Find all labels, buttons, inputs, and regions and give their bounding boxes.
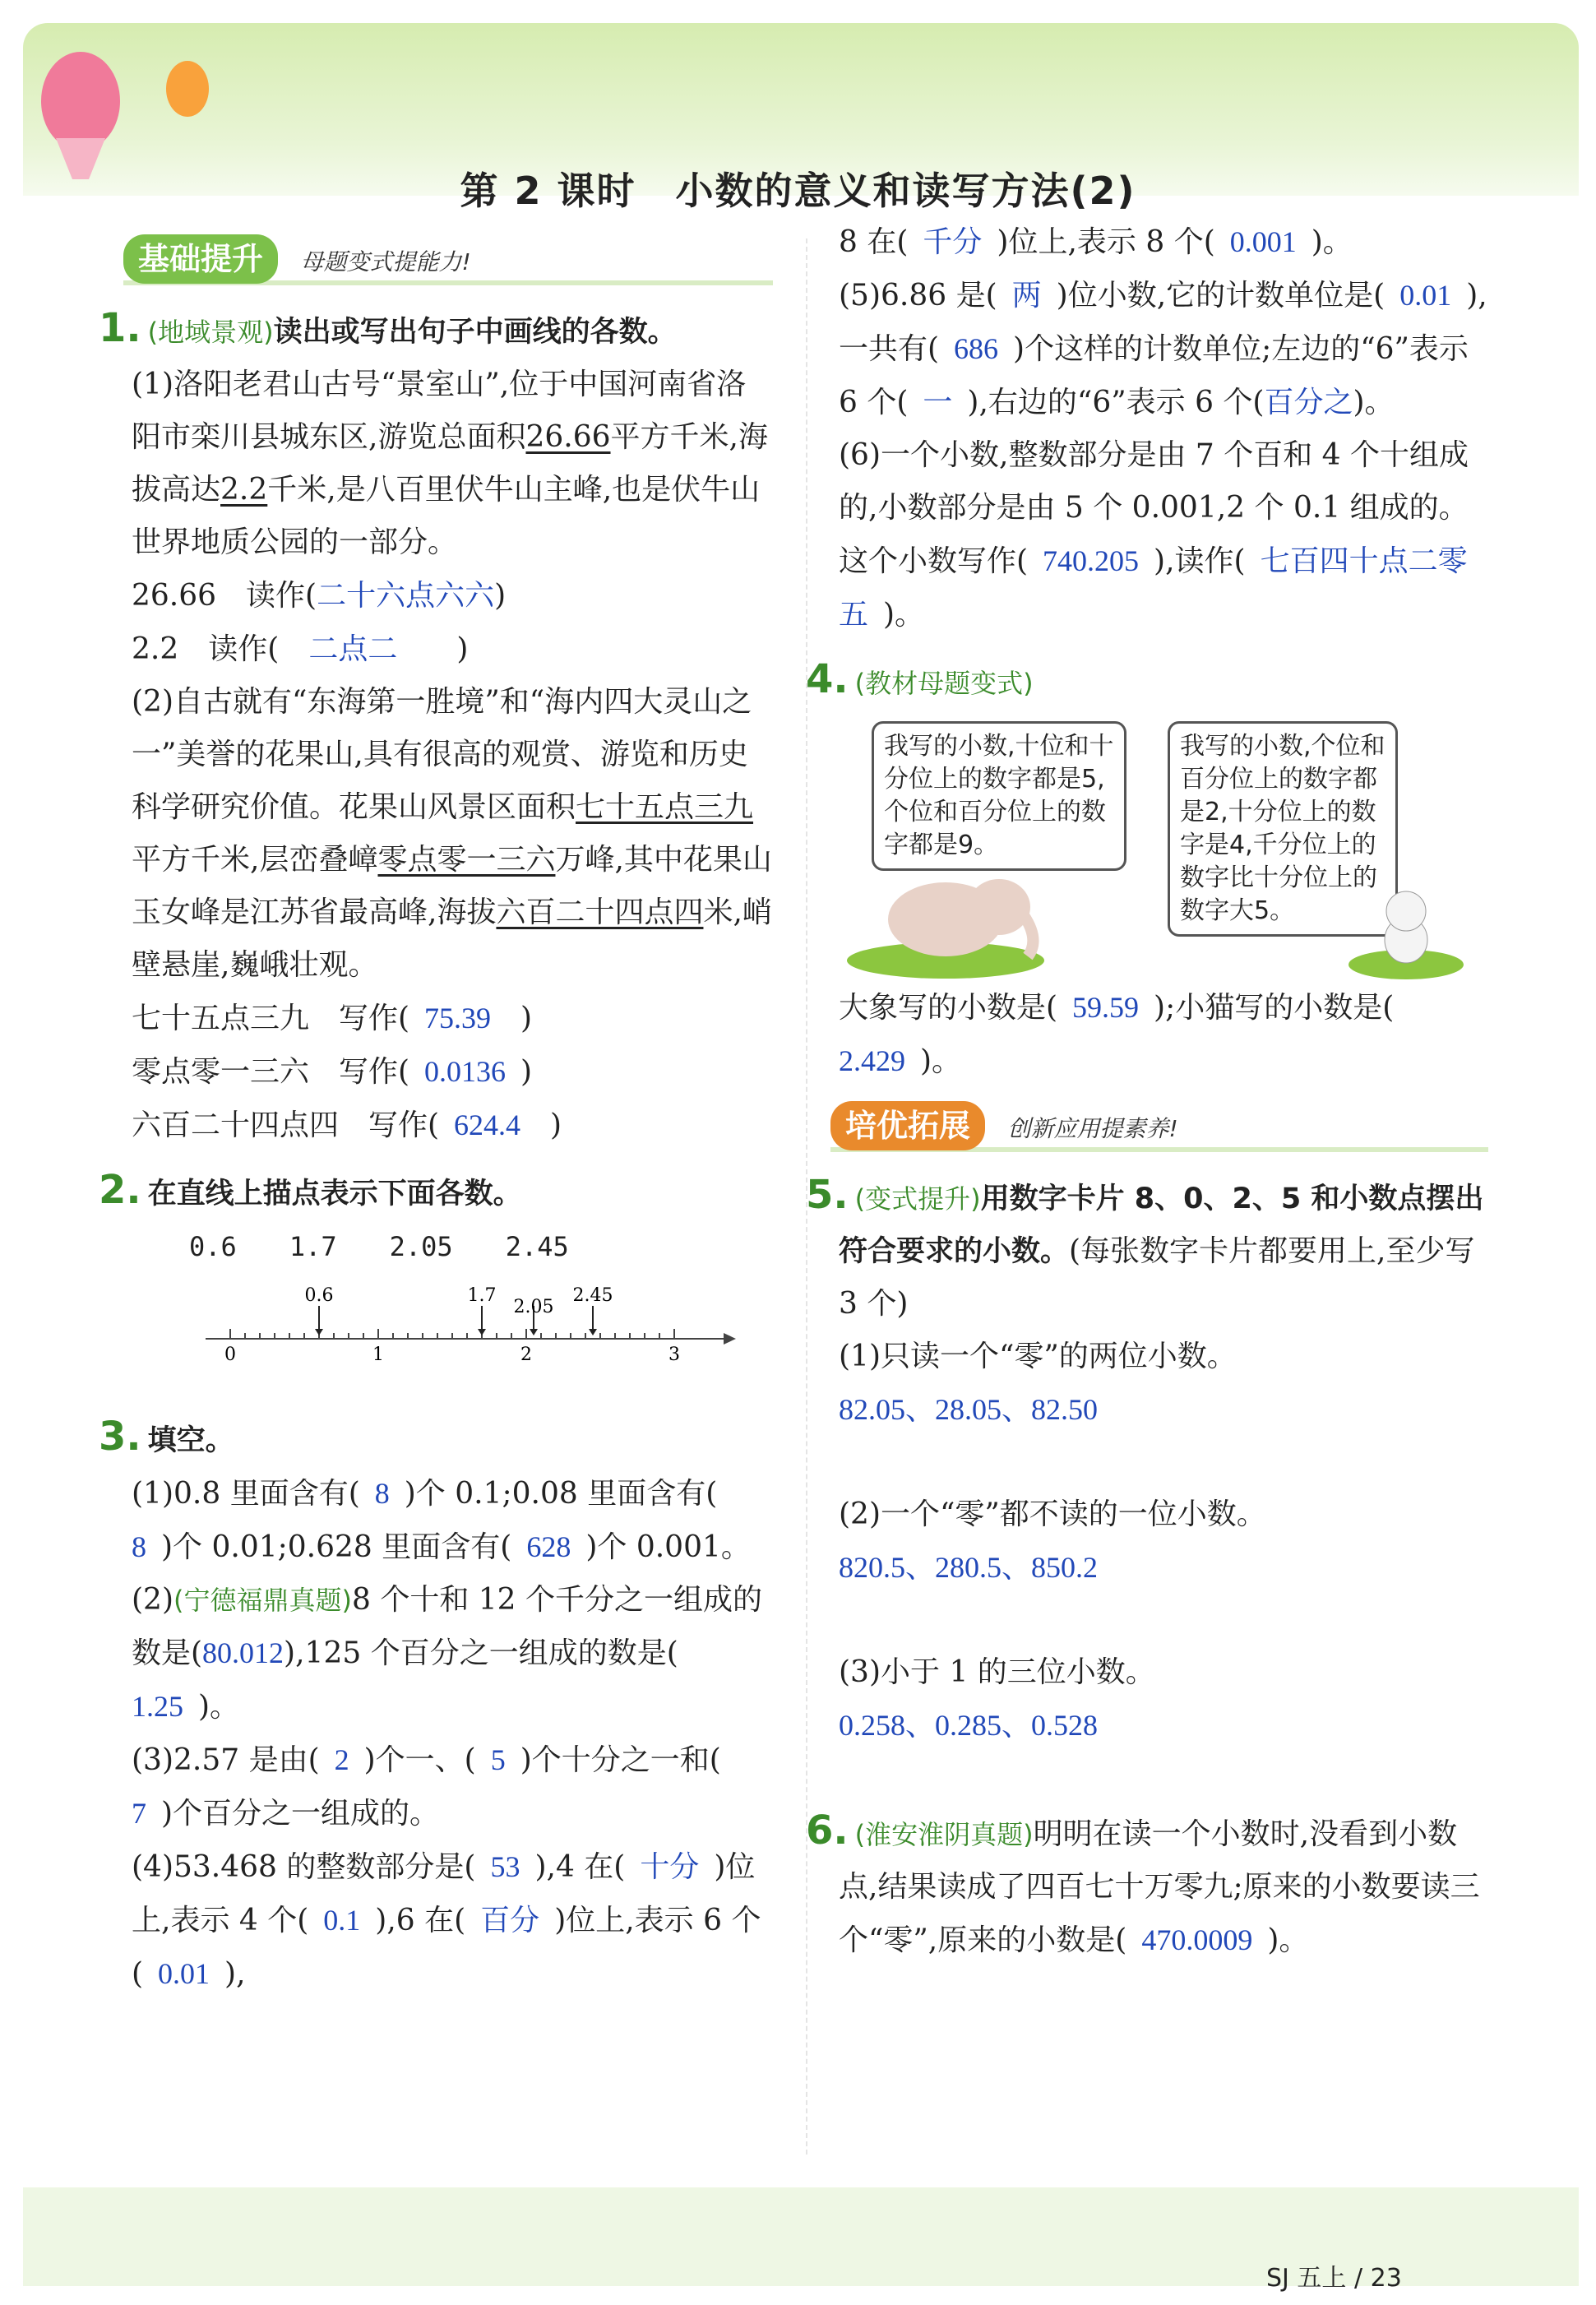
answer: 2 [334,1743,349,1776]
answer: 十分 [640,1850,700,1883]
q3-part-6: (6)一个小数,整数部分是由 7 个百和 4 个十组成的,小数部分是由 5 个 0.001,2 个 0.1 组成的。这个小数写作( 740.205 ),读作( 七百四十点二零五 )。 [839,438,1469,632]
answer: 0.01 [1399,279,1452,312]
arrow-icon [478,1329,486,1335]
tick-label: 1 [372,1345,384,1365]
q4-answer-line: 大象写的小数是( 59.59 );小猫写的小数是( 2.429 )。 [839,991,1395,1078]
question-4-header: 4. (教材母题变式) [806,656,1034,702]
point-label: 0.6 [304,1285,334,1306]
question-1-header [99,302,773,359]
answer: 628 [526,1530,571,1563]
answer: 二十六点六六 [317,579,495,612]
tick-label: 2 [520,1345,532,1365]
answer: 七百四十点二零五 [839,544,1468,631]
q3-part-2: (2)(宁德福鼎真题)8 个十和 12 个千分之一组成的数是(80.012),125 个百分之一组成的数是( 1.25 )。 [132,1583,763,1724]
answer: 二点二 [308,632,398,665]
q2-values: 0.6 1.7 2.05 2.45 [189,1231,569,1262]
answer: 75.39 [424,1002,492,1034]
question-6: 6. (淮安淮阴真题)明明在读一个小数时,没看到小数点,结果读成了四百七十万零九;原来的小数要读三个“零”,原来的小数是( 470.0009 )。 [806,1807,1480,1957]
answer: 1.25 [132,1690,183,1723]
right-column [806,215,1488,1967]
q3-part-1: (1)0.8 里面含有( 8 )个 0.1;0.08 里面含有( 8 )个 0.01;0.628 里面含有( 628 )个 0.001。 [132,1477,751,1564]
section-basic-tagline: 母题变式提能力! [300,248,471,275]
q3-part-3: (3)2.57 是由( 2 )个一、( 5 )个十分之一和( 7 )个百分之一组成的。 [132,1743,721,1831]
page-footer: SJ 五上 / 23 [1266,2264,1402,2293]
tick-label: 0 [224,1345,236,1365]
point-label: 2.05 [513,1297,554,1317]
question-source: (地域景观) [147,317,274,348]
q1-passage-1: (1)洛阳老君山古号“景室山”,位于中国河南省洛阳市栾川县城东区,游览总面积26.66平方千米,海拔高达2.2千米,是八百里伏牛山主峰,也是伏牛山世界地质公园的一部分。 [132,368,768,559]
q3-part-4-cont: 8 在( 千分 )位上,表示 8 个( 0.001 )。 [839,225,1353,259]
arrow-icon [724,1333,736,1345]
point-label: 1.7 [467,1285,497,1306]
section-advanced-label: 培优拓展 [830,1101,985,1150]
answer: 80.012 [202,1636,285,1669]
q4-illustration [839,710,1488,981]
answer: 5 [490,1743,506,1776]
number-line [197,1281,740,1380]
answer: 0.258、0.285、0.528 [839,1709,1099,1742]
answer: 2.429 [839,1044,905,1077]
question-2-header: 2. 在直线上描点表示下面各数。 [99,1167,522,1213]
answer: 8 [374,1477,390,1510]
answer: 0.0136 [424,1055,507,1088]
cat-speech-bubble: 我写的小数,个位和百分位上的数字都是2,十分位上的数字是4,千分位上的数字比十分位上的数字大5。 [1168,721,1398,937]
page-title: 第 2 课时 小数的意义和读写方法(2) [460,169,1136,213]
elephant-and-cat-illustration [839,849,1464,981]
section-basic-label: 基础提升 [123,234,278,284]
q1-write-3: 六百二十四点四 写作( 624.4 ) [132,1109,562,1142]
answer: 百分之 [1264,386,1353,419]
question-prompt: 读出或写出句子中画线的各数。 [273,316,677,349]
elephant-speech-bubble: 我写的小数,十位和十分位上的数字都是5,个位和百分位上的数字都是9。 [872,721,1126,871]
q3-part-5: (5)6.86 是( 两 )位小数,它的计数单位是( 0.01 ),一共有( 686 )个这样的计数单位;左边的“6”表示 6 个( 一 ),右边的“6”表示 6 个(百分之)。 [839,279,1487,419]
answer: 470.0009 [1141,1923,1253,1956]
answer: 624.4 [454,1109,521,1141]
tick-label: 3 [668,1345,680,1365]
answer: 0.001 [1229,225,1297,258]
answer: 8 [132,1530,146,1563]
answer: 百分 [480,1904,540,1937]
q1-write-2: 零点零一三六 写作( 0.0136 ) [132,1055,533,1089]
q1-write-1: 七十五点三九 写作( 75.39 ) [132,1002,533,1035]
q5-part-2: (2)一个“零”都不读的一位小数。 [839,1497,1266,1531]
q1-passage-2: (2)自古就有“东海第一胜境”和“海内四大灵山之一”美誉的花果山,具有很高的观赏、游览和历史科学研究价值。花果山风景区面积七十五点三九平方千米,层峦叠嶂零点零一三六万峰,其中花果山玉女峰是江苏省最高峰,海拔六百二十四点四米,峭壁悬崖,巍峨壮观。 [132,685,772,982]
q1-read-2: 2.2 读作( 二点二 ) [132,632,469,666]
answer: 7 [132,1797,146,1830]
answer: 686 [954,332,999,365]
section-advanced-tagline: 创新应用提素养! [1007,1115,1178,1142]
section-advanced [830,1101,1488,1159]
question-3-header: 3. 填空。 [99,1414,234,1460]
answer: 740.205 [1043,544,1140,577]
question-number: 1. [99,305,141,351]
question-5-header: 5. (变式提升)用数字卡片 8、0、2、5 和小数点摆出符合要求的小数。(每张数字卡片都要用上,至少写 3 个) [806,1172,1484,1321]
q5-part-1: (1)只读一个“零”的两位小数。 [839,1340,1237,1373]
answer: 一 [923,386,953,419]
q1-read-1: 26.66 读作(二十六点六六) [132,579,507,613]
point-label: 2.45 [572,1285,613,1306]
answer: 0.1 [323,1904,361,1937]
arrow-icon [530,1329,538,1335]
answer: 820.5、280.5、850.2 [839,1551,1099,1584]
arrow-icon [315,1329,323,1335]
answer: 59.59 [1072,991,1140,1024]
answer: 0.01 [158,1957,210,1990]
left-column [99,226,773,2001]
arrow-icon [589,1329,597,1335]
answer: 53 [490,1850,520,1883]
q3-part-4: (4)53.468 的整数部分是( 53 ),4 在( 十分 )位上,表示 4 个( 0.1 ),6 在( 百分 )位上,表示 6 个( 0.01 ), [132,1850,761,1991]
answer: 千分 [923,225,983,258]
section-basic [123,234,773,292]
answer: 两 [1011,279,1042,312]
answer: 82.05、28.05、82.50 [839,1393,1099,1426]
q5-part-3: (3)小于 1 的三位小数。 [839,1655,1155,1689]
